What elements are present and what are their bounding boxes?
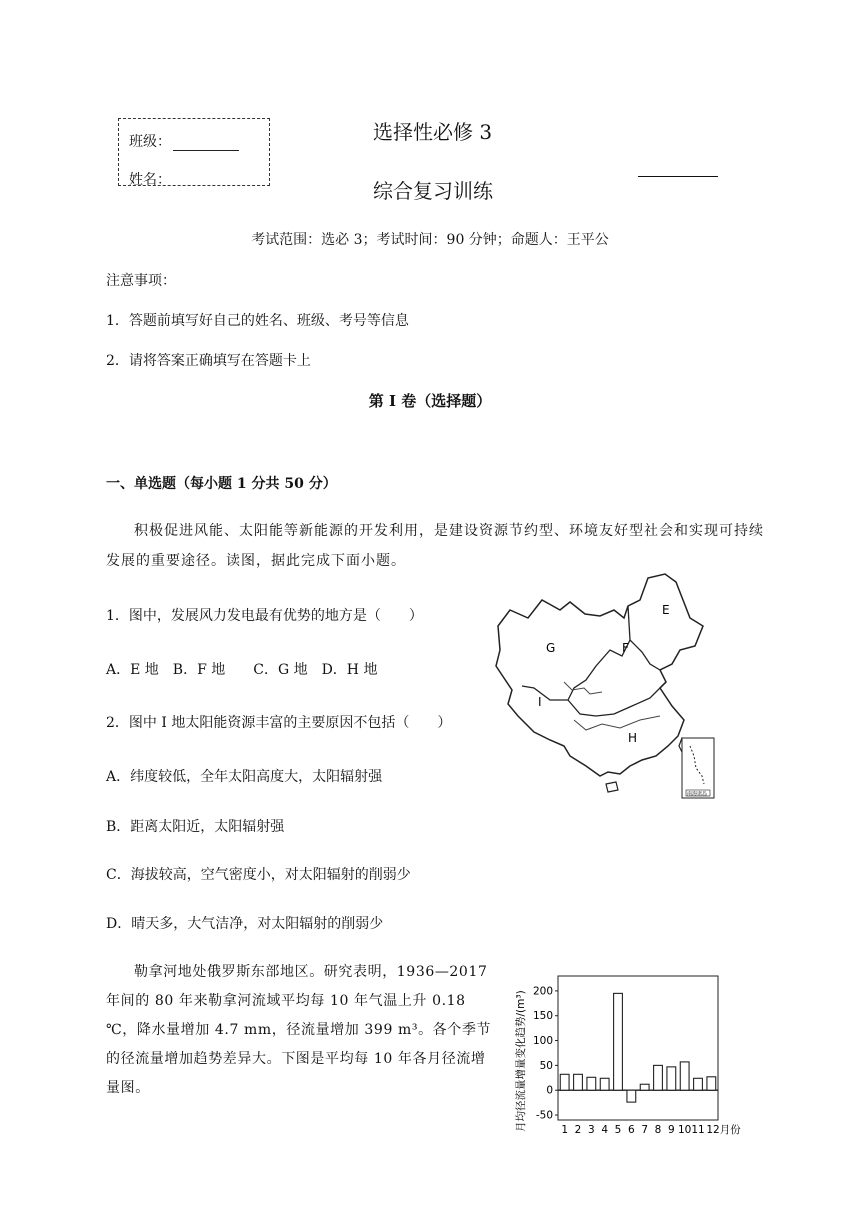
y-tick-label: 200 xyxy=(532,985,553,998)
y-tick-label: 150 xyxy=(532,1010,553,1023)
chart-plot-frame xyxy=(558,976,718,1120)
x-tick-label: 9 xyxy=(667,1124,675,1136)
map-boundary xyxy=(522,606,630,700)
class-field[interactable] xyxy=(129,131,239,151)
bar-month-12 xyxy=(707,1077,716,1090)
bar-month-4 xyxy=(600,1078,609,1090)
china-region-map xyxy=(490,570,718,802)
x-tick-label: 3 xyxy=(587,1124,595,1136)
y-tick-label: 0 xyxy=(546,1084,553,1097)
section-title: 第 I 卷（选择题） xyxy=(368,392,492,410)
note-item: 1．答题前填写好自己的姓名、班级、考号等信息 xyxy=(106,313,409,329)
class-blank[interactable] xyxy=(173,136,239,151)
passage-2: 勒拿河地处俄罗斯东部地区。研究表明，1936—2017 年间的 80 年来勒拿河流域平均每 10 年气温上升 0.18 ℃，降水量增加 4.7 mm，径流量增加 399 m³。各个季节的径流量增加趋势差异大。下图是平均每 10 年各月径流增量图。 xyxy=(106,964,492,1096)
chart-ylabel: 月均径流量增量变化趋势/(m³) xyxy=(515,990,527,1132)
bar-month-2 xyxy=(574,1074,583,1090)
map-boundary xyxy=(568,682,666,716)
y-tick-label: -50 xyxy=(535,1109,553,1122)
x-tick-label: 7 xyxy=(641,1124,649,1136)
part-heading: 一、单选题（每小题 1 分共 50 分） xyxy=(106,476,337,492)
name-field[interactable] xyxy=(129,169,171,186)
x-tick-label: 10 xyxy=(677,1124,692,1136)
question-1-options: A．E 地 B．F 地 C．G 地 D．H 地 xyxy=(106,662,378,678)
bar-month-10 xyxy=(680,1062,689,1090)
class-label: 班级： xyxy=(129,134,171,150)
map-label-f: F xyxy=(622,641,629,655)
bar-month-5 xyxy=(614,993,623,1090)
bar-month-6 xyxy=(627,1090,636,1102)
question-2-option-c: C．海拔较高，空气密度小，对太阳辐射的削弱少 xyxy=(106,867,411,883)
south-china-sea-inset xyxy=(682,738,714,798)
bar-month-8 xyxy=(654,1065,663,1090)
exam-meta: 考试范围：选必 3；考试时间：90 分钟；命题人：王平公 xyxy=(251,232,609,248)
question-1-stem: 1．图中，发展风力发电最有优势的地方是（ ） xyxy=(106,608,423,624)
x-tick-label: 12月份 xyxy=(706,1124,741,1136)
map-label-h: H xyxy=(628,731,638,745)
x-tick-label: 8 xyxy=(654,1124,662,1136)
y-tick-label: 50 xyxy=(539,1059,553,1072)
question-2-stem: 2．图中 I 地太阳能资源丰富的主要原因不包括（ ） xyxy=(106,715,452,731)
name-label: 姓名： xyxy=(129,172,171,186)
bar-month-11 xyxy=(694,1078,703,1090)
map-label-e: E xyxy=(662,603,670,617)
map-boundary xyxy=(630,640,660,670)
inset-label: 南海诸岛 xyxy=(687,791,708,798)
map-river xyxy=(564,682,602,694)
student-info-box xyxy=(118,118,270,186)
map-label-g: G xyxy=(546,641,556,655)
x-tick-label: 11 xyxy=(691,1124,705,1136)
y-tick-label: 100 xyxy=(532,1035,553,1048)
note-item: 2．请将答案正确填写在答题卡上 xyxy=(106,353,311,369)
bar-month-1 xyxy=(560,1074,569,1090)
x-tick-label: 4 xyxy=(601,1124,609,1136)
map-river xyxy=(574,716,660,730)
bar-month-3 xyxy=(587,1077,596,1090)
question-2-option-b: B．距离太阳近，太阳辐射强 xyxy=(106,819,285,835)
x-tick-label: 2 xyxy=(574,1124,582,1136)
hainan-island xyxy=(606,782,618,792)
x-tick-label: 6 xyxy=(627,1124,635,1136)
notes-heading: 注意事项： xyxy=(106,273,176,289)
page-title: 选择性必修 3 xyxy=(373,120,493,144)
bar-month-9 xyxy=(667,1067,676,1090)
x-tick-label: 5 xyxy=(614,1124,622,1136)
passage-1: 积极促进风能、太阳能等新能源的开发利用，是建设资源节约型、环境友好型社会和实现可持续发展的重要途径。读图，据此完成下面小题。 xyxy=(106,523,764,569)
runoff-bar-chart xyxy=(508,968,748,1138)
title-blank-line xyxy=(638,176,718,177)
bar-month-7 xyxy=(640,1084,649,1090)
x-tick-label: 1 xyxy=(561,1124,569,1136)
question-2-option-a: A．纬度较低，全年太阳高度大，太阳辐射强 xyxy=(106,769,383,785)
page-subtitle: 综合复习训练 xyxy=(373,179,493,203)
map-outline xyxy=(496,574,703,776)
question-2-option-d: D．晴天多，大气洁净，对太阳辐射的削弱少 xyxy=(106,916,384,932)
map-label-i: I xyxy=(538,695,542,709)
